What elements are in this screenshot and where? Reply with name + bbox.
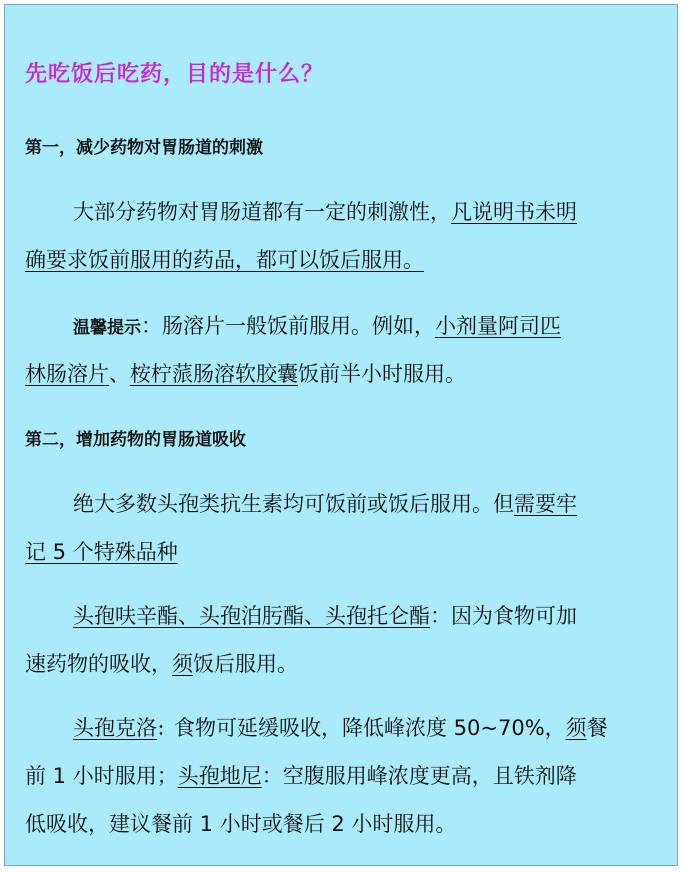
- underlined-text: 须: [172, 652, 193, 676]
- text: ：因为食物可加: [430, 604, 577, 628]
- underlined-text: 需要牢: [514, 492, 577, 516]
- section2-paragraph2-line1: [73, 601, 684, 631]
- text: ：: [157, 720, 174, 740]
- underlined-text: 头孢呋辛酯、头孢泊肟酯、头孢托仑酯: [73, 604, 430, 628]
- underlined-text: 桉柠蒎肠溶软胶囊: [130, 362, 298, 386]
- section2-paragraph3-line1: [73, 713, 684, 745]
- content-panel: [4, 4, 678, 866]
- section1-paragraph-line2: [25, 245, 665, 275]
- underlined-text: 确要求饭前服用的药品，都可以饭后服用。: [25, 248, 424, 272]
- underlined-text: 凡说明书未明: [451, 200, 577, 224]
- text: 饭前半小时服用。: [298, 362, 466, 386]
- tip-line2: [25, 359, 665, 389]
- section2-paragraph1-line1: [73, 489, 684, 519]
- text: ：肠溶片一般饭前服用。例如，: [141, 314, 435, 338]
- section2-paragraph3-line3: [25, 809, 665, 839]
- tip-label: 温馨提示: [73, 318, 141, 338]
- underlined-text: 林肠溶片: [25, 362, 109, 386]
- section2-heading: 第二，增加药物的胃肠道吸收: [25, 430, 246, 450]
- text: 低吸收，建议餐前 1 小时或餐后 2 小时服用。: [25, 812, 457, 836]
- section1-paragraph-line1: [73, 197, 684, 227]
- underlined-text: 须: [565, 716, 587, 740]
- tip-line1: [73, 311, 684, 343]
- underlined-text: 小剂量阿司匹: [435, 314, 561, 338]
- text: 前 1 小时服用；: [25, 764, 178, 788]
- text: 食物可延缓吸收，降低峰浓度 50~70%，: [174, 716, 566, 740]
- section2-paragraph3-line2: [25, 761, 665, 791]
- text: 大部分药物对胃肠道都有一定的刺激性，: [73, 200, 451, 224]
- underlined-text: 记 5 个特殊品种: [25, 540, 178, 564]
- text: 绝大多数头孢类抗生素均可饭前或饭后服用。但: [73, 492, 514, 516]
- page-title: 先吃饭后吃药，目的是什么？: [25, 61, 325, 87]
- section2-paragraph1-line2: [25, 537, 665, 567]
- text: ：空腹服用峰浓度更高，且铁剂降: [261, 764, 577, 788]
- underlined-text: 头孢克洛: [73, 716, 157, 740]
- underlined-text: 头孢地尼: [177, 764, 262, 788]
- text: 餐: [586, 716, 608, 740]
- text: 、: [109, 362, 130, 386]
- text: 饭后服用。: [193, 652, 298, 676]
- section2-paragraph2-line2: [25, 649, 665, 679]
- text: 速药物的吸收，: [25, 652, 172, 676]
- section1-heading: 第一，减少药物对胃肠道的刺激: [25, 138, 263, 158]
